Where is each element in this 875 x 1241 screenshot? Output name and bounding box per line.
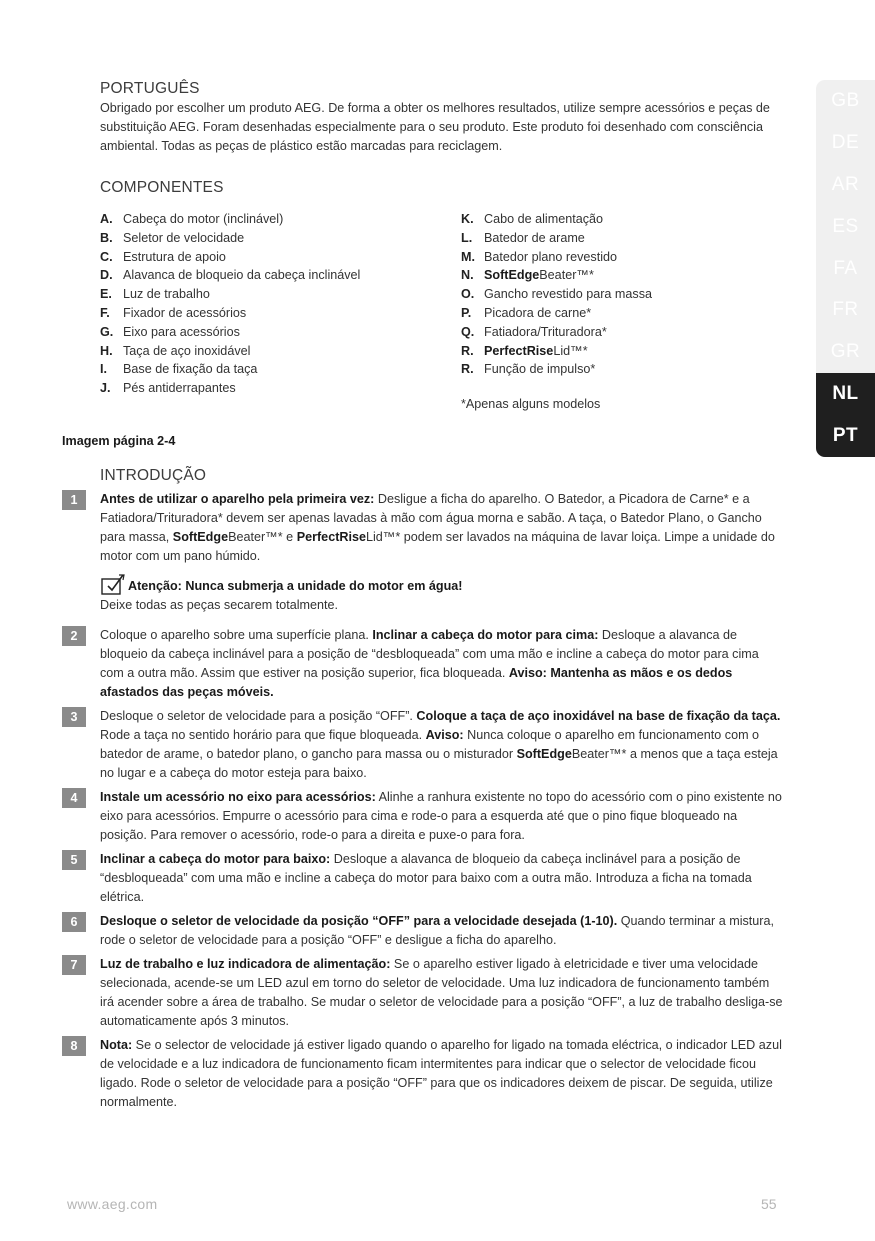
step-body-text: Nunca coloque o aparelho em funcionamento com o batedor de arame, o batedor plano, o gancho para massa ou o misturador xyxy=(100,728,760,761)
component-letter: B. xyxy=(100,230,113,245)
step-bold-text: Antes de utilizar o aparelho pela primeira vez: xyxy=(100,492,375,506)
component-item xyxy=(461,360,652,379)
lang-tab-es[interactable]: ES xyxy=(816,206,875,248)
step-body-text: Beater™* e xyxy=(228,530,297,544)
component-letter: N. xyxy=(461,268,474,283)
component-item xyxy=(100,210,360,229)
component-text: Base de fixação da taça xyxy=(123,362,258,377)
step-bold-text: Instale um acessório no eixo para acessórios: xyxy=(100,790,376,804)
component-letter: K. xyxy=(461,212,474,226)
component-text: Alavanca de bloqueio da cabeça inclinável xyxy=(123,268,361,283)
component-item xyxy=(100,379,360,398)
component-item xyxy=(100,360,360,379)
component-letter: G. xyxy=(100,324,114,339)
component-text: Fixador de acessórios xyxy=(123,305,247,320)
step-body-text: Quando terminar a mistura, rode o seletor de velocidade para a posição “OFF” e desligue a ficha do aparelho. xyxy=(100,914,775,947)
step-text xyxy=(100,626,785,702)
component-letter: I. xyxy=(100,362,107,377)
component-text: Luz de trabalho xyxy=(123,287,210,302)
intro-paragraph: Obrigado por escolher um produto AEG. De forma a obter os melhores resultados, utilize sempre acessórios e peças de substituição AEG. Foram desenhadas especialmente para o seu produto. Este produto foi desenhado com consciência ambiental. Todas as peças de plástico estão marcadas para reciclagem. xyxy=(100,101,770,153)
step-bold-text: Aviso: Mantenha as mãos e os dedos afastados das peças móveis. xyxy=(100,666,733,699)
component-item xyxy=(100,285,360,304)
component-label xyxy=(123,304,246,323)
component-text: Gancho revestido para massa xyxy=(484,287,653,302)
step-body-text: Lid™* podem ser lavados na máquina de lavar loiça. Limpe a unidade do motor com um pano húmido. xyxy=(100,530,775,563)
components-list-right xyxy=(461,210,652,379)
component-label xyxy=(484,210,603,229)
component-label xyxy=(484,304,591,323)
component-letter: R. xyxy=(461,343,474,358)
step-body-text: Desloque a alavanca de bloqueio da cabeça inclinável para a posição de “desbloqueada” com uma mão e incline a cabeça do motor para baixo com a outra mão. Introduza a ficha na tomada elétrica. xyxy=(100,852,752,904)
step-bold-text: Desloque o seletor de velocidade da posição “OFF” para a velocidade desejada (1-10). xyxy=(100,914,618,928)
component-letter: A. xyxy=(100,212,113,226)
step-text xyxy=(100,788,785,845)
component-text: Batedor plano revestido xyxy=(484,249,618,264)
step-bold-text: PerfectRise xyxy=(296,530,366,544)
component-text: Pés antiderrapantes xyxy=(123,381,236,396)
step-body-text: Se o aparelho estiver ligado à eletricidade e tiver uma velocidade selecionada, acende-se um LED azul em torno do seletor de velocidade. Uma luz indicadora de funcionamento também irá acender sobre a área de trabalho. Se mudar o seletor de velocidade para a posição “OFF”, a luz de trabalho desliga-se automaticamente após 3 minutos. xyxy=(100,957,783,1028)
component-label xyxy=(123,210,283,229)
step-bold-text: Coloque a taça de aço inoxidável na base de fixação da taça. xyxy=(416,709,781,723)
component-item xyxy=(461,266,652,285)
step-number: 1 xyxy=(62,490,86,510)
component-item xyxy=(461,304,652,323)
step-text xyxy=(100,707,785,783)
section-title-componentes: COMPONENTES xyxy=(100,179,224,196)
lang-tab-gr[interactable]: GR xyxy=(816,331,875,373)
component-text: Picadora de carne* xyxy=(484,305,592,320)
component-text: Lid™* xyxy=(553,343,588,358)
step-body-text: Se o selector de velocidade já estiver ligado quando o aparelho for ligado na tomada eléctrica, o indicador LED azul de velocidade e a luz indicadora de funcionamento ficam intermitentes para indicar que o selector de velocidade ficou ligado. Rode o seletor de velocidade para a posição “OFF” para que os indicadores deixem de piscar. De seguida, utilize normalmente. xyxy=(100,1038,782,1109)
component-item xyxy=(100,248,360,267)
component-label xyxy=(123,379,236,398)
language-tabs xyxy=(816,80,875,457)
component-text: Fatiadora/Trituradora* xyxy=(484,324,607,339)
step-body-text: Beater™* a menos que a taça esteja no lugar e a cabeça do motor esteja para baixo. xyxy=(100,747,778,780)
step-text xyxy=(100,955,785,1031)
component-item xyxy=(461,323,652,342)
step-bold-text: Inclinar a cabeça do motor para baixo: xyxy=(100,852,331,866)
section-title-introducao: INTRODUÇÃO xyxy=(100,467,207,484)
component-letter: E. xyxy=(100,287,112,302)
step-text xyxy=(100,1036,785,1112)
component-brand: SoftEdge xyxy=(484,268,540,283)
step-bold-text: Luz de trabalho e luz indicadora de alimentação: xyxy=(100,957,391,971)
step-bold-text: SoftEdge xyxy=(172,530,229,544)
component-label xyxy=(123,248,226,267)
component-letter: D. xyxy=(100,268,113,283)
component-item xyxy=(100,304,360,323)
component-label xyxy=(484,342,588,361)
component-item xyxy=(100,229,360,248)
component-letter: H. xyxy=(100,343,113,358)
component-label xyxy=(123,229,244,248)
step-body-text: Alinhe a ranhura existente no topo do acessório com o pino existente no eixo para acessórios. Empurre o acessório para cima e rode-o para a esquerda até que o pino fique bloqueado na posição. Para remover o acessório, rode-o para a direita e puxe-o para fora. xyxy=(100,790,782,842)
page-number: 55 xyxy=(761,1196,777,1212)
component-text: Eixo para acessórios xyxy=(123,324,240,339)
step-bold-text: SoftEdge xyxy=(516,747,572,761)
step-body-text: Desligue a ficha do aparelho. O Batedor, a Picadora de Carne* e a Fatiadora/Trituradora* devem ser apenas lavadas à mão com água morna e sabão. A taça, o Batedor Plano, o Gancho para massa, xyxy=(100,492,762,544)
component-letter: O. xyxy=(461,287,475,302)
lang-tab-pt[interactable]: PT xyxy=(816,415,875,457)
step-text xyxy=(100,912,785,950)
component-label xyxy=(484,229,585,248)
component-text: Cabeça do motor (inclinável) xyxy=(123,212,284,226)
component-letter: C. xyxy=(100,249,113,264)
component-item xyxy=(100,342,360,361)
step-number: 4 xyxy=(62,788,86,808)
step-number: 8 xyxy=(62,1036,86,1056)
lang-tab-gb[interactable]: GB xyxy=(816,80,875,122)
component-text: Estrutura de apoio xyxy=(123,249,226,264)
component-label xyxy=(484,360,595,379)
component-item xyxy=(100,266,360,285)
warning-text: Deixe todas as peças secarem totalmente. xyxy=(100,598,339,612)
component-letter: M. xyxy=(461,249,475,264)
component-label xyxy=(484,266,594,285)
component-letter: P. xyxy=(461,305,472,320)
step-bold-text: Inclinar a cabeça do motor para cima: xyxy=(372,628,599,642)
step-number: 7 xyxy=(62,955,86,975)
warning-title: Atenção: Nunca submerja a unidade do motor em água! xyxy=(128,579,463,593)
component-label xyxy=(123,285,210,304)
component-label xyxy=(123,360,257,379)
step-body-text: Coloque o aparelho sobre uma superfície plana. xyxy=(100,628,373,642)
image-page-label: Imagem página 2-4 xyxy=(62,434,176,448)
section-title-portugues: PORTUGUÊS xyxy=(100,80,200,97)
component-item xyxy=(461,342,652,361)
component-item xyxy=(461,285,652,304)
lang-tab-fa[interactable]: FA xyxy=(816,248,875,290)
component-label xyxy=(484,248,617,267)
component-text: Cabo de alimentação xyxy=(484,212,604,226)
step-body-text: Rode a taça no sentido horário para que fique bloqueada. xyxy=(100,728,426,742)
component-item xyxy=(461,248,652,267)
component-text: Função de impulso* xyxy=(484,362,596,377)
lang-tab-fr[interactable]: FR xyxy=(816,289,875,331)
component-item xyxy=(461,210,652,229)
lang-tab-de[interactable]: DE xyxy=(816,122,875,164)
step-text xyxy=(100,490,785,566)
component-letter: F. xyxy=(100,305,110,320)
step-number: 3 xyxy=(62,707,86,727)
step-text xyxy=(100,850,785,907)
component-letter: L. xyxy=(461,230,473,245)
footer-url[interactable]: www.aeg.com xyxy=(67,1196,158,1212)
component-letter: R. xyxy=(461,362,474,377)
component-item xyxy=(100,323,360,342)
component-label xyxy=(484,323,607,342)
component-label xyxy=(123,266,360,285)
step-bold-text: Nota: xyxy=(100,1038,133,1052)
step-bold-text: Aviso: xyxy=(425,728,464,742)
component-label xyxy=(123,342,250,361)
lang-tab-nl[interactable]: NL xyxy=(816,373,875,415)
lang-tab-ar[interactable]: AR xyxy=(816,164,875,206)
step-number: 6 xyxy=(62,912,86,932)
step-body-text: Desloque a alavanca de bloqueio da cabeça inclinável para a posição de “desbloqueada” com uma mão e incline a cabeça do motor para cima com a outra mão. Assim que estiver na posição superior, fica bloqueada. xyxy=(100,628,759,680)
step-number: 5 xyxy=(62,850,86,870)
component-label xyxy=(484,285,652,304)
component-text: Batedor de arame xyxy=(484,230,585,245)
step-number: 2 xyxy=(62,626,86,646)
component-label xyxy=(123,323,240,342)
component-text: Beater™* xyxy=(539,268,594,283)
component-item xyxy=(461,229,652,248)
component-letter: J. xyxy=(100,381,111,396)
warning-box-icon xyxy=(100,572,126,596)
component-brand: PerfectRise xyxy=(484,343,554,358)
component-text: Seletor de velocidade xyxy=(123,230,245,245)
components-list-left xyxy=(100,210,360,398)
component-text: Taça de aço inoxidável xyxy=(123,343,251,358)
component-letter: Q. xyxy=(461,324,475,339)
models-note: *Apenas alguns modelos xyxy=(461,397,601,411)
warning-block xyxy=(100,572,785,615)
step-body-text: Desloque o seletor de velocidade para a posição “OFF”. xyxy=(100,709,417,723)
